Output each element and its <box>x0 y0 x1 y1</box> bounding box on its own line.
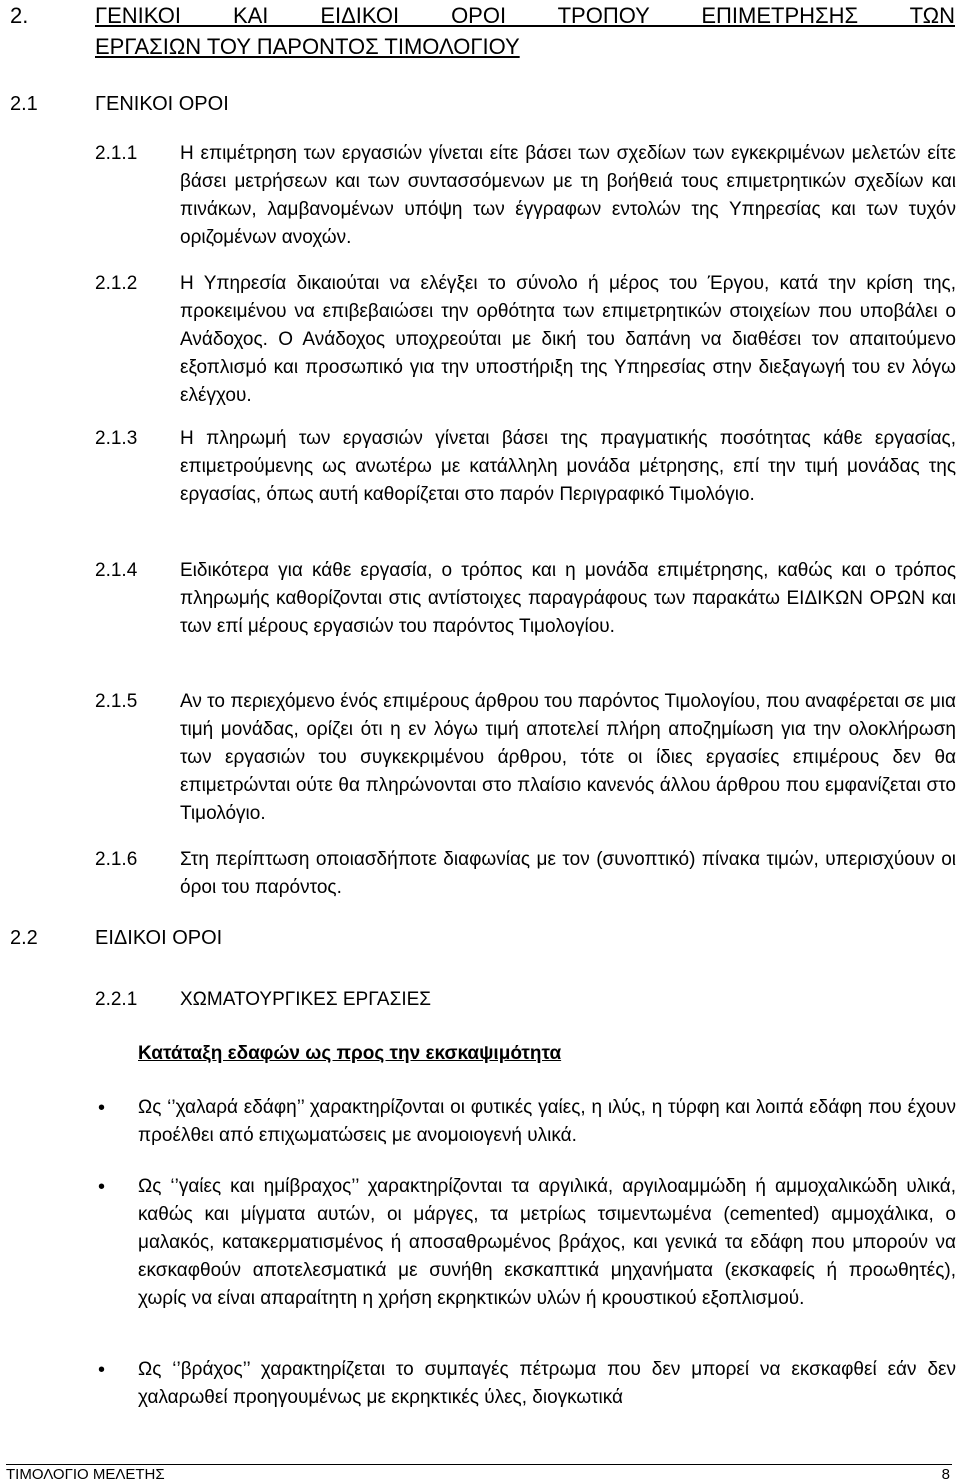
chapter-number: 2. <box>10 3 29 28</box>
paragraph-text: Η επιμέτρηση των εργασιών γίνεται είτε βάσει των σχεδίων των εγκεκριμένων μελετών είτε βάσει μετρήσεων και των συντασσόμενων με τη βοήθειά τους επιμετρητικών σχεδίων και πινάκων, λαμβανομένων υπόψη των έγγραφων εντολών της Υπηρεσίας και των τυχόν οριζομένων ανοχών. <box>180 143 956 248</box>
bullet-text: Ως ‘’βράχος’’ χαρακτηρίζεται το συμπαγές πέτρωμα που δεν μπορεί να εκσκαφθεί εάν δεν χαλαρωθεί προηγουμένως με εκρηκτικές ύλες, διογκωτικά <box>138 1359 956 1408</box>
page-number: 8 <box>941 1466 950 1483</box>
section-title: ΕΙΔΙΚΟΙ ΟΡΟΙ <box>95 927 223 949</box>
chapter-title-line1: ΓΕΝΙΚΟΙ ΚΑΙ ΕΙΔΙΚΟΙ ΟΡΟΙ ΤΡΟΠΟΥ ΕΠΙΜΕΤΡΗΣΗΣ ΤΩΝ <box>95 3 955 28</box>
paragraph-number: 2.1.1 <box>95 143 138 164</box>
bullet-icon: • <box>98 1176 106 1198</box>
section-number: 2.1 <box>10 93 38 115</box>
bullet-text: Ως ‘’γαίες και ημίβραχος’’ χαρακτηρίζονται τα αργιλικά, αργιλοαμμώδη ή αμμοχαλικώδη υλικά, καθώς και μίγματα αυτών, οι μάργες, τα μετρίως τσιμεντωμένα (cemented) αμμοχάλικα, ο μαλακός, κατακερματισμένος ή αποσαθρωμένος βράχος, και γενικά τα εδάφη που μπορούν να εκσκαφθούν αποτελεσματικά με συνήθη εκσκαπτικά μηχανήματα (εκσκαφείς ή προωθητές), χωρίς να είναι απαραίτητη η χρήση εκρηκτικών υλών ή κρουστικού εξοπλισμού. <box>138 1176 956 1309</box>
paragraph-text: Αν το περιεχόμενο ένός επιμέρους άρθρου του παρόντος Τιμολογίου, που αναφέρεται σε μια τιμή μονάδας, ορίζει ότι η εν λόγω τιμή αποτελεί πλήρη αποζημίωση για την ολοκλήρωση των εργασιών του συγκεκριμένου άρθρου, τότε οι ίδιες εργασίες επιμέρους δεν θα επιμετρώνται ούτε θα πληρώνονται στο πλαίσιο κανενός άλλου άρθρου που εμφανίζεται στο Τιμολόγιο. <box>180 691 956 824</box>
chapter-title-line2: ΕΡΓΑΣΙΩΝ ΤΟΥ ΠΑΡΟΝΤΟΣ ΤΙΜΟΛΟΓΙΟΥ <box>95 34 520 59</box>
paragraph-text: Η πληρωμή των εργασιών γίνεται βάσει της πραγματικής ποσότητας κάθε εργασίας, επιμετρούμενης ως ανωτέρω με κατάλληλη μονάδα μέτρησης, επί την τιμή μονάδας της εργασίας, όπως αυτή καθορίζεται στο παρόν Περιγραφικό Τιμολόγιο. <box>180 428 956 505</box>
paragraph-number: 2.1.6 <box>95 849 138 870</box>
bullet-icon: • <box>98 1359 106 1381</box>
chapter-title <box>95 0 955 62</box>
footer-divider <box>6 1464 952 1465</box>
subsection-number: 2.2.1 <box>95 989 138 1010</box>
paragraph-number: 2.1.2 <box>95 273 138 294</box>
bullet-icon: • <box>98 1097 106 1119</box>
paragraph-number: 2.1.3 <box>95 428 138 449</box>
bullet-text: Ως ‘’χαλαρά εδάφη’’ χαρακτηρίζονται οι φυτικές γαίες, η ιλύς, η τύρφη και λοιπά εδάφη που έχουν προέλθει από επιχωματώσεις με ανομοιογενή υλικά. <box>138 1097 956 1146</box>
paragraph-number: 2.1.4 <box>95 560 138 581</box>
paragraph-text: Η Υπηρεσία δικαιούται να ελέγξει το σύνολο ή μέρος του Έργου, κατά την κρίση της, προκειμένου να επιβεβαιώσει την ορθότητα των επιμετρητικών στοιχείων που υποβάλει ο Ανάδοχος. Ο Ανάδοχος υποχρεούται με δική του δαπάνη να διαθέσει τον απαιτούμενο εξοπλισμό και προσωπικό για την υποστήριξη της Υπηρεσίας στην διεξαγωγή του εν λόγω ελέγχου. <box>180 273 956 406</box>
section-number: 2.2 <box>10 927 38 949</box>
subheading: Κατάταξη εδαφών ως προς την εκσκαψιμότητα <box>138 1043 562 1064</box>
paragraph-text: Στη περίπτωση οποιασδήποτε διαφωνίας με τον (συνοπτικό) πίνακα τιμών, υπερισχύουν οι όροι του παρόντος. <box>180 849 956 898</box>
paragraph-text: Ειδικότερα για κάθε εργασία, ο τρόπος και η μονάδα επιμέτρησης, καθώς και ο τρόπος πληρωμής καθορίζονται στις αντίστοιχες παραγράφους των παρακάτω ΕΙΔΙΚΩΝ ΟΡΩΝ και των επί μέρους εργασιών του παρόντος Τιμολογίου. <box>180 560 956 637</box>
paragraph-number: 2.1.5 <box>95 691 138 712</box>
section-title: ΓΕΝΙΚΟΙ ΟΡΟΙ <box>95 93 229 115</box>
subsection-title: ΧΩΜΑΤΟΥΡΓΙΚΕΣ ΕΡΓΑΣΙΕΣ <box>180 989 432 1010</box>
footer-document-title: ΤΙΜΟΛΟΓΙΟ ΜΕΛΕΤΗΣ <box>6 1466 165 1483</box>
